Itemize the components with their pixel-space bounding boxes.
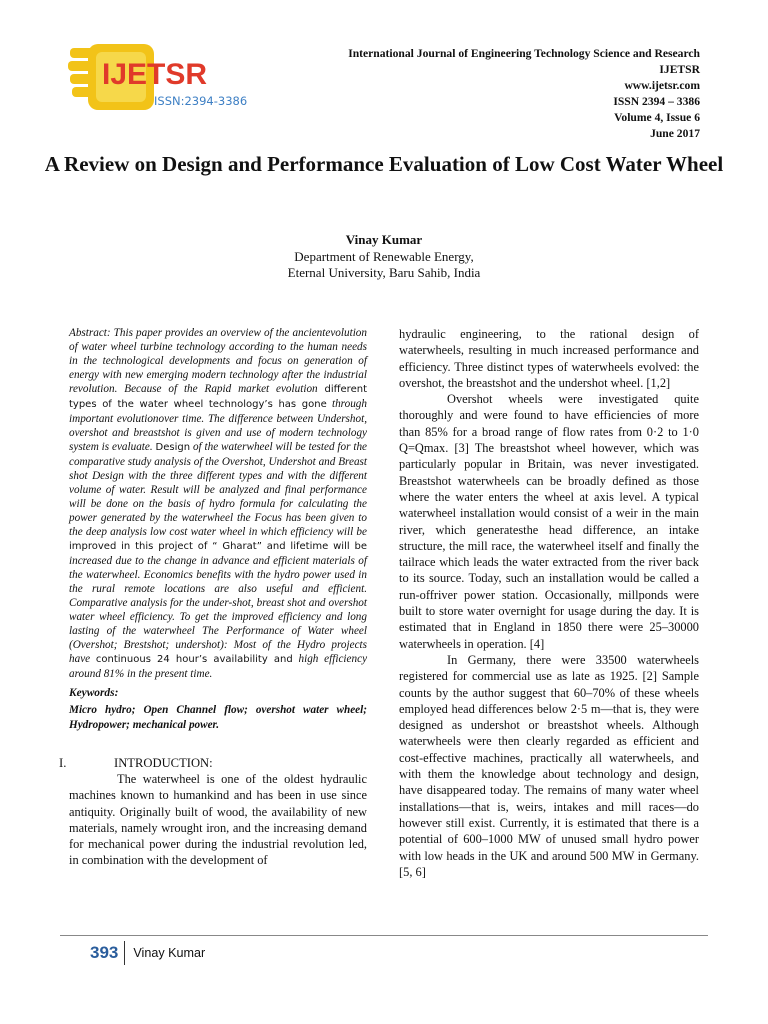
keywords-heading: Keywords: (69, 687, 119, 699)
author-block (0, 232, 768, 282)
section-number: I. (59, 756, 67, 770)
journal-logo (68, 42, 258, 116)
author-department: Department of Renewable Energy, (294, 248, 474, 264)
journal-date: June 2017 (650, 127, 700, 140)
logo-issn: ISSN:2394-3386 (154, 94, 248, 108)
abstract-text-1: Abstract: This paper provides an overview of the ancientevolution of water wheel turbine technology according to the human needs in the technological developments and focus on generation of energy with new emerging modern technology after the industrial revolution. Because of the Rapid market evolution (69, 327, 367, 395)
page-number: 393 (90, 943, 119, 962)
abstract-text-6: improved in this project of “ Gharat” and lifetime will be (69, 541, 367, 552)
author-university: Eternal University, Baru Sahib, India (287, 265, 481, 280)
journal-issn: ISSN 2394 – 3386 (613, 95, 700, 108)
abstract-text-2: different types of the water wheel technology’s has gone (69, 384, 367, 410)
footer-author: Vinay Kumar (133, 946, 206, 960)
journal-abbrev: IJETSR (659, 63, 700, 76)
paper-title: A Review on Design and Performance Evaluation of Low Cost Water Wheel (44, 152, 724, 176)
abstract-text-8: Most of the Hydro projects have (69, 639, 367, 665)
intro-paragraph: The waterwheel is one of the oldest hydraulic machines known to humankind and has been in use since antiquity. Originally built of wood, the availability of new materials, namely wrought iron, and the increasing demand for mechanical power during the industrial revolution led, in combination with the development of (69, 772, 367, 868)
abstract (69, 326, 367, 681)
footer-rule (60, 935, 708, 936)
right-paragraph-3: In Germany, there were 33500 waterwheels registered for commercial use as late as 1925. [2] Sample counts by the author suggest that 60–70% of these wheels employed head differences below 2·5 m—that is, they were designed as undershot or breastshot wheels. Although waterwheels were then clearly regarded as efficient and cost-effective machines, practically all waterwheels, and with them the knowledge about technology and design, have disappeared today. The remains of many water wheel installations—that is, weirs, intakes and mill races—do however still exist. Currently, it is estimated that there is a potential of 600–1000 MW of unused small hydro power with low heads in the UK and around 500 MW in Germany. [5, 6] (399, 652, 699, 879)
section-heading (59, 755, 367, 771)
footer-divider (124, 941, 125, 965)
abstract-text-4: Design (155, 442, 191, 453)
right-paragraph-2: Overshot wheels were investigated quite thoroughly and were found to have efficiencies of more than 85% for a broad range of flow rates from 0·2 to 1·0 Q=Qmax. [3] The breastshot wheel however, which was particularly popular in Britain, was never investigated. Breastshot waterwheels can be broadly defined as those where the water enters the wheel at axis level. A typical waterwheel installation would consist of a weir in the main river, which generatesthe head difference, an intake structure, the mill race, the waterwheel itself and finally the tailrace which leads the water extracted from the river back to its source. Today, such an installation would be called a run-offriver power station. Occasionally, millponds were built to store water overnight for usage during the day. It is estimated that in England in 1850 there were 25–30000 waterwheels in operation. [4] (399, 392, 699, 651)
author-name: Vinay Kumar (345, 232, 423, 247)
journal-volume: Volume 4, Issue 6 (614, 111, 700, 124)
abstract-text-5: of the waterwheel will be tested for the comparative study analysis of the Overshot, Undershot and Breast shot Design with the three different types and with the different volume of water. Result will be analyzed and final performance will be done on the basis of hydro formula for calculating the power generated by the waterwheel the Focus has been given to the deep analysis low cost water wheel in which efficiency will be (69, 441, 368, 538)
journal-url: www.ijetsr.com (624, 79, 700, 92)
page-footer (90, 940, 205, 966)
journal-name: International Journal of Engineering Technology Science and Research (348, 47, 700, 60)
keywords-text: Micro hydro; Open Channel flow; overshot water wheel; Hydropower; mechanical power. (69, 704, 367, 731)
logo-text: IJETSR (102, 58, 208, 91)
left-column (59, 326, 368, 869)
right-column (399, 326, 699, 880)
abstract-text-10: high efficiency around 81% in the present time. (69, 653, 368, 680)
abstract-text-9: continuous 24 hour’s availability and (95, 654, 293, 665)
journal-header (270, 46, 700, 142)
section-title: INTRODUCTION: (114, 756, 213, 770)
right-paragraph-1: hydraulic engineering, to the rational design of waterwheels, resulting in much increased performance and efficiency. Three distinct types of waterwheels evolved: the overshot, the breastshot and the undershot wheel. [1,2] (399, 327, 699, 390)
abstract-text-7: increased due to the change in advance and efficient materials of the waterwheel. Economics benefits with the hydro power used in the rural remote locations are also useful and efficient. Comparative analysis for the under-shot, breast shot and overshot water wheel efficiency. To get the improved efficiency and long lasting of the waterwheel The Performance of Water wheel (Overshot; Brestshot; undershot): (69, 555, 367, 651)
abstract-text-3: through important evolutionover time. The difference between Undershot, overshot and breastshot is given and use of modern technology system is evaluate. (69, 398, 367, 453)
